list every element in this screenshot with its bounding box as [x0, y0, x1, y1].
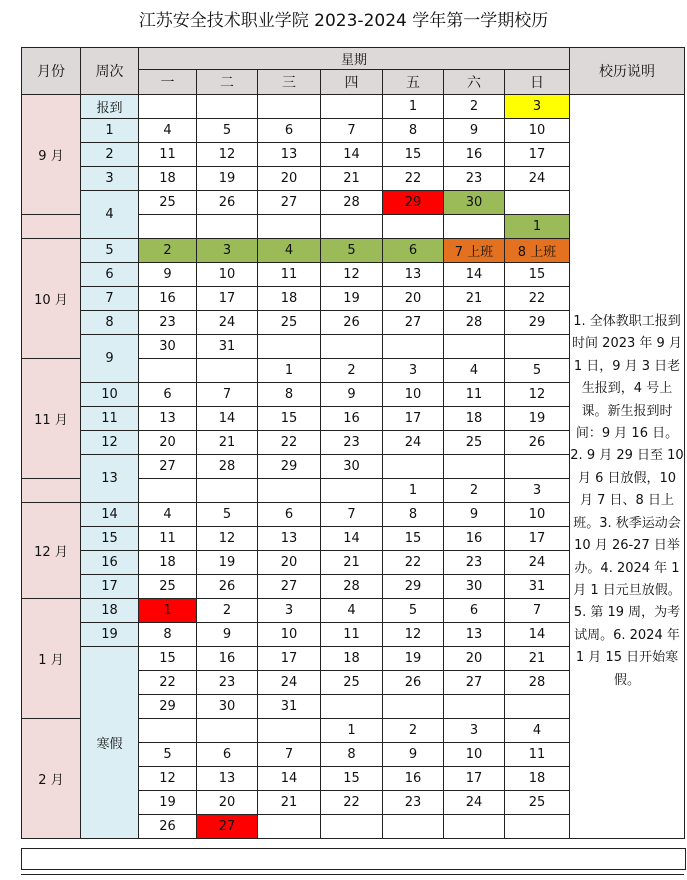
day-cell: 7	[197, 383, 258, 407]
day-cell: 15	[505, 263, 570, 287]
day-cell: 12	[197, 527, 258, 551]
day-cell: 4	[505, 719, 570, 743]
day-cell: 26	[321, 311, 383, 335]
day-cell	[139, 719, 197, 743]
day-cell: 2	[383, 719, 444, 743]
day-cell: 12	[321, 263, 383, 287]
day-cell	[383, 335, 444, 359]
day-cell	[321, 215, 383, 239]
day-cell: 16	[383, 767, 444, 791]
day-cell	[321, 95, 383, 119]
day-cell: 13	[383, 263, 444, 287]
week-cell: 报到	[81, 95, 139, 119]
weekday-header: 二	[197, 70, 258, 95]
month-cell: 11 月	[22, 359, 81, 479]
day-cell: 1	[383, 479, 444, 503]
day-cell: 10	[383, 383, 444, 407]
week-cell: 3	[81, 167, 139, 191]
day-cell: 12	[505, 383, 570, 407]
day-cell: 6	[444, 599, 505, 623]
week-cell: 12	[81, 431, 139, 455]
day-cell	[321, 335, 383, 359]
day-cell: 7	[505, 599, 570, 623]
day-cell: 26	[139, 815, 197, 839]
day-cell: 19	[321, 287, 383, 311]
day-cell: 18	[258, 287, 321, 311]
day-cell	[258, 335, 321, 359]
day-cell: 19	[139, 791, 197, 815]
day-cell: 10	[505, 503, 570, 527]
day-cell	[139, 359, 197, 383]
day-cell: 19	[383, 647, 444, 671]
day-cell	[505, 815, 570, 839]
day-cell: 27	[197, 815, 258, 839]
day-cell	[258, 479, 321, 503]
week-cell: 18	[81, 599, 139, 623]
day-cell: 3	[197, 239, 258, 263]
day-cell: 5	[321, 239, 383, 263]
day-cell	[321, 695, 383, 719]
day-cell	[505, 695, 570, 719]
day-cell	[197, 95, 258, 119]
month-cell: 9 月	[22, 95, 81, 215]
day-cell	[383, 695, 444, 719]
week-cell: 7	[81, 287, 139, 311]
week-cell: 11	[81, 407, 139, 431]
notes-text: 1. 全体教职工报到时间 2023 年 9 月 1 日，9 月 3 日老生报到，4 号上课。新生报到时间：9 月 16 日。2. 9 月 29 日至 10 月 6 日放假，10 月 7 日、8 日上班。3. 秋季运动会 10 月 26-27 日举办。4. 2024 年 1 月 1 日元旦放假。5. 第 19 周，为考试周。6. 2024 年 1 月 15 日开始寒假。	[570, 314, 684, 688]
week-cell: 2	[81, 143, 139, 167]
day-cell	[258, 95, 321, 119]
day-cell	[197, 215, 258, 239]
day-cell	[444, 455, 505, 479]
day-cell: 26	[197, 191, 258, 215]
day-cell: 23	[383, 791, 444, 815]
day-cell: 30	[321, 455, 383, 479]
day-cell: 30	[444, 191, 505, 215]
day-cell	[444, 335, 505, 359]
day-cell: 8	[139, 623, 197, 647]
day-cell: 24	[383, 431, 444, 455]
day-cell: 9	[383, 743, 444, 767]
day-cell: 13	[197, 767, 258, 791]
day-cell: 23	[321, 431, 383, 455]
month-cell: 10 月	[22, 239, 81, 359]
day-cell: 18	[139, 551, 197, 575]
day-cell: 12	[383, 623, 444, 647]
week-cell: 9	[81, 335, 139, 383]
day-cell: 11	[139, 143, 197, 167]
bottom-rule	[21, 874, 684, 875]
day-cell: 24	[505, 551, 570, 575]
weekday-header: 四	[321, 70, 383, 95]
day-cell: 16	[197, 647, 258, 671]
day-cell: 21	[321, 167, 383, 191]
day-cell: 19	[505, 407, 570, 431]
day-cell: 19	[197, 167, 258, 191]
day-cell: 23	[197, 671, 258, 695]
day-cell: 6	[197, 743, 258, 767]
day-cell: 15	[321, 767, 383, 791]
day-cell: 8	[321, 743, 383, 767]
footer-row	[21, 848, 686, 870]
day-cell: 21	[505, 647, 570, 671]
day-cell	[197, 359, 258, 383]
day-cell: 4	[139, 503, 197, 527]
day-cell: 28	[505, 671, 570, 695]
day-cell: 18	[321, 647, 383, 671]
month-cell: 2 月	[22, 719, 81, 839]
notes-header: 校历说明	[570, 48, 685, 95]
day-cell: 29	[383, 191, 444, 215]
day-cell: 10	[197, 263, 258, 287]
day-cell: 16	[444, 143, 505, 167]
week-cell: 1	[81, 119, 139, 143]
day-cell: 8 上班	[505, 239, 570, 263]
day-cell: 31	[258, 695, 321, 719]
day-cell: 7	[321, 119, 383, 143]
day-cell: 17	[444, 767, 505, 791]
week-cell: 16	[81, 551, 139, 575]
day-cell: 29	[505, 311, 570, 335]
day-cell	[139, 215, 197, 239]
day-cell: 2	[197, 599, 258, 623]
day-cell: 15	[383, 527, 444, 551]
day-cell	[383, 455, 444, 479]
day-cell: 24	[197, 311, 258, 335]
day-cell: 22	[258, 431, 321, 455]
day-cell: 12	[197, 143, 258, 167]
day-cell: 13	[258, 527, 321, 551]
day-cell: 1	[139, 599, 197, 623]
day-cell: 8	[258, 383, 321, 407]
day-cell: 29	[258, 455, 321, 479]
day-cell: 10	[505, 119, 570, 143]
day-cell: 14	[444, 263, 505, 287]
day-cell: 21	[321, 551, 383, 575]
weekday-header: 五	[383, 70, 444, 95]
day-cell: 5	[383, 599, 444, 623]
day-cell: 23	[139, 311, 197, 335]
day-cell: 30	[139, 335, 197, 359]
day-cell: 20	[258, 167, 321, 191]
weekday-header: 一	[139, 70, 197, 95]
day-cell: 20	[444, 647, 505, 671]
day-cell	[139, 95, 197, 119]
calendar-table	[21, 47, 685, 839]
day-cell: 1	[258, 359, 321, 383]
day-cell: 17	[197, 287, 258, 311]
day-cell: 1	[505, 215, 570, 239]
day-cell: 31	[505, 575, 570, 599]
notes-cell	[570, 95, 685, 839]
day-cell: 28	[321, 191, 383, 215]
week-cell: 8	[81, 311, 139, 335]
week-cell: 10	[81, 383, 139, 407]
day-cell: 4	[139, 119, 197, 143]
day-cell: 5	[505, 359, 570, 383]
day-cell: 24	[444, 791, 505, 815]
week-cell: 4	[81, 191, 139, 239]
week-cell: 14	[81, 503, 139, 527]
day-cell: 11	[139, 527, 197, 551]
day-cell: 29	[139, 695, 197, 719]
day-cell: 28	[197, 455, 258, 479]
day-cell: 14	[197, 407, 258, 431]
day-cell: 2	[444, 479, 505, 503]
day-cell: 14	[505, 623, 570, 647]
day-cell: 8	[383, 503, 444, 527]
weekday-header: 三	[258, 70, 321, 95]
day-cell: 13	[139, 407, 197, 431]
weekday-group-header: 星期	[139, 48, 570, 70]
day-cell: 25	[444, 431, 505, 455]
day-cell: 16	[139, 287, 197, 311]
day-cell: 7 上班	[444, 239, 505, 263]
day-cell	[383, 215, 444, 239]
day-cell: 5	[139, 743, 197, 767]
day-cell: 29	[383, 575, 444, 599]
day-cell: 27	[258, 191, 321, 215]
day-cell: 15	[139, 647, 197, 671]
day-cell: 22	[139, 671, 197, 695]
day-cell: 15	[258, 407, 321, 431]
day-cell	[321, 479, 383, 503]
day-cell: 10	[444, 743, 505, 767]
day-cell	[321, 815, 383, 839]
day-cell: 17	[505, 527, 570, 551]
day-cell	[383, 815, 444, 839]
week-cell: 13	[81, 455, 139, 503]
week-cell: 15	[81, 527, 139, 551]
day-cell: 8	[383, 119, 444, 143]
day-cell: 20	[197, 791, 258, 815]
month-header: 月份	[22, 48, 81, 95]
day-cell: 18	[444, 407, 505, 431]
day-cell	[505, 191, 570, 215]
weekday-header: 日	[505, 70, 570, 95]
day-cell	[505, 455, 570, 479]
day-cell: 19	[197, 551, 258, 575]
day-cell: 25	[139, 191, 197, 215]
day-cell: 20	[383, 287, 444, 311]
day-cell: 22	[505, 287, 570, 311]
day-cell	[197, 719, 258, 743]
day-cell: 12	[139, 767, 197, 791]
day-cell	[139, 479, 197, 503]
day-cell	[505, 335, 570, 359]
day-cell: 9	[444, 119, 505, 143]
week-header: 周次	[81, 48, 139, 95]
day-cell: 25	[258, 311, 321, 335]
day-cell: 6	[139, 383, 197, 407]
day-cell	[258, 719, 321, 743]
day-cell: 9	[444, 503, 505, 527]
day-cell: 4	[258, 239, 321, 263]
day-cell: 25	[139, 575, 197, 599]
day-cell: 5	[197, 119, 258, 143]
day-cell: 22	[321, 791, 383, 815]
day-cell: 27	[258, 575, 321, 599]
day-cell: 3	[258, 599, 321, 623]
day-cell	[444, 815, 505, 839]
day-cell: 27	[444, 671, 505, 695]
day-cell: 24	[505, 167, 570, 191]
week-cell: 5	[81, 239, 139, 263]
week-cell: 17	[81, 575, 139, 599]
day-cell: 25	[505, 791, 570, 815]
day-cell: 26	[197, 575, 258, 599]
day-cell: 27	[383, 311, 444, 335]
day-cell: 3	[383, 359, 444, 383]
day-cell: 22	[383, 167, 444, 191]
day-cell: 2	[139, 239, 197, 263]
day-cell	[258, 215, 321, 239]
day-cell: 20	[139, 431, 197, 455]
day-cell: 11	[321, 623, 383, 647]
week-cell: 19	[81, 623, 139, 647]
day-cell: 9	[197, 623, 258, 647]
day-cell: 21	[197, 431, 258, 455]
day-cell: 17	[383, 407, 444, 431]
day-cell: 11	[444, 383, 505, 407]
day-cell: 17	[505, 143, 570, 167]
day-cell: 6	[383, 239, 444, 263]
day-cell: 22	[383, 551, 444, 575]
day-cell: 1	[383, 95, 444, 119]
month-cell	[22, 479, 81, 503]
day-cell: 27	[139, 455, 197, 479]
day-cell: 13	[444, 623, 505, 647]
day-cell: 9	[321, 383, 383, 407]
month-cell	[22, 215, 81, 239]
day-cell: 28	[444, 311, 505, 335]
day-cell: 14	[258, 767, 321, 791]
day-cell: 7	[258, 743, 321, 767]
day-cell: 11	[258, 263, 321, 287]
day-cell	[258, 815, 321, 839]
day-cell: 2	[321, 359, 383, 383]
day-cell: 4	[321, 599, 383, 623]
day-cell: 18	[505, 767, 570, 791]
day-cell: 2	[444, 95, 505, 119]
day-cell: 21	[258, 791, 321, 815]
day-cell: 20	[258, 551, 321, 575]
day-cell: 16	[321, 407, 383, 431]
day-cell: 17	[258, 647, 321, 671]
day-cell	[197, 479, 258, 503]
day-cell: 3	[505, 95, 570, 119]
day-cell: 26	[383, 671, 444, 695]
day-cell: 6	[258, 503, 321, 527]
day-cell: 1	[321, 719, 383, 743]
week-cell: 6	[81, 263, 139, 287]
day-cell: 13	[258, 143, 321, 167]
day-cell: 3	[505, 479, 570, 503]
day-cell	[444, 695, 505, 719]
day-cell: 14	[321, 527, 383, 551]
day-cell: 3	[444, 719, 505, 743]
month-cell: 12 月	[22, 503, 81, 599]
day-cell: 30	[197, 695, 258, 719]
day-cell: 16	[444, 527, 505, 551]
day-cell: 5	[197, 503, 258, 527]
day-cell: 9	[139, 263, 197, 287]
day-cell: 31	[197, 335, 258, 359]
day-cell: 23	[444, 167, 505, 191]
weekday-header: 六	[444, 70, 505, 95]
month-cell: 1 月	[22, 599, 81, 719]
day-cell: 10	[258, 623, 321, 647]
page-title: 江苏安全技术职业学院 2023-2024 学年第一学期校历	[138, 11, 549, 31]
day-cell: 23	[444, 551, 505, 575]
day-cell: 21	[444, 287, 505, 311]
week-cell: 寒假	[81, 647, 139, 839]
day-cell: 26	[505, 431, 570, 455]
day-cell: 7	[321, 503, 383, 527]
day-cell	[444, 215, 505, 239]
day-cell: 15	[383, 143, 444, 167]
day-cell: 25	[321, 671, 383, 695]
day-cell: 11	[505, 743, 570, 767]
day-cell: 30	[444, 575, 505, 599]
day-cell: 4	[444, 359, 505, 383]
day-cell: 28	[321, 575, 383, 599]
day-cell: 14	[321, 143, 383, 167]
day-cell: 24	[258, 671, 321, 695]
day-cell: 18	[139, 167, 197, 191]
day-cell: 6	[258, 119, 321, 143]
